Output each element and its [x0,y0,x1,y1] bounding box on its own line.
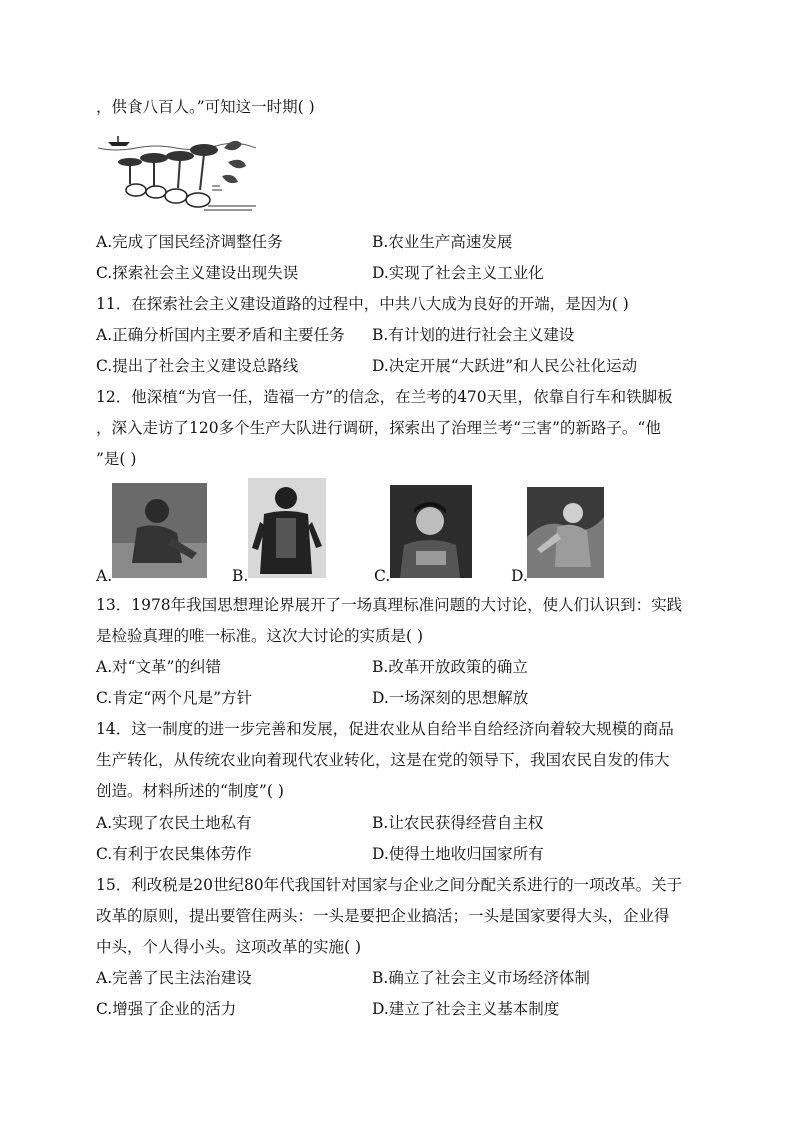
q15-stem-line1: 15．利改税是20世纪80年代我国针对国家与企业之间分配关系进行的一项改革。关于 [96,876,683,894]
q10-option-b: B.农业生产高速发展 [372,233,513,251]
q12-photo-c [390,485,472,578]
q12-photo-d [527,487,604,578]
q13-option-a: A.对“文革”的纠错 [96,658,221,676]
q15-option-a: A.完善了民主法治建设 [96,969,252,987]
q15-option-c: C.增强了企业的活力 [96,1000,237,1018]
q12-stem-line3: ”是( ) [96,450,137,468]
q12-photo-b [248,478,326,578]
q10-option-c: C.探索社会主义建设出现失误 [96,264,299,282]
q12-stem-line1: 12．他深植“为官一任，造福一方”的信念，在兰考的470天里，依靠自行车和铁脚板 [96,388,673,406]
q10-cartoon-image [96,128,264,218]
q10-option-a: A.完成了国民经济调整任务 [96,233,283,251]
q11-stem: 11．在探索社会主义建设道路的过程中，中共八大成为良好的开端，是因为( ) [96,295,629,313]
q15-stem-line2: 改革的原则，提出要管住两头：一头是要把企业搞活；一头是国家要得大头，企业得 [96,907,670,925]
q10-stem-tail: ，供食八百人。”可知这一时期( ) [96,98,315,116]
q14-option-d: D.使得土地收归国家所有 [372,845,544,863]
q14-stem-line1: 14．这一制度的进一步完善和发展，促进农业从自给半自给经济向着较大规模的商品 [96,720,674,738]
q15-stem-line3: 中头，个人得小头。这项改革的实施( ) [96,938,362,956]
q12-option-a-label: A. [96,567,113,585]
q11-option-d: D.决定开展“大跃进”和人民公社化运动 [372,357,638,375]
q10-option-d: D.实现了社会主义工业化 [372,264,544,282]
q13-option-b: B.改革开放政策的确立 [372,658,528,676]
q12-option-d-label: D. [511,567,528,585]
q15-option-b: B.确立了社会主义市场经济体制 [372,969,590,987]
q12-option-c-label: C. [374,567,391,585]
q14-stem-line3: 创造。材料所述的“制度”( ) [96,782,284,800]
q13-option-d: D.一场深刻的思想解放 [372,689,529,707]
q11-option-b: B.有计划的进行社会主义建设 [372,326,575,344]
q12-photo-a [112,483,207,578]
q14-option-b: B.让农民获得经营自主权 [372,814,544,832]
q14-option-a: A.实现了农民土地私有 [96,814,252,832]
q14-stem-line2: 生产转化，从传统农业向着现代农业转化，这是在党的领导下，我国农民自发的伟大 [96,751,670,769]
q13-stem-line1: 13．1978年我国思想理论界展开了一场真理标准问题的大讨论，使人们认识到：实践 [96,596,683,614]
q12-option-b-label: B. [232,567,249,585]
q12-stem-line2: ，深入走访了120多个生产大队进行调研，探索出了治理兰考“三害”的新路子。“他 [96,419,661,437]
q14-option-c: C.有利于农民集体劳作 [96,845,252,863]
q15-option-d: D.建立了社会主义基本制度 [372,1000,560,1018]
q13-option-c: C.肯定“两个凡是”方针 [96,689,253,707]
q11-option-a: A.正确分析国内主要矛盾和主要任务 [96,326,345,344]
q13-stem-line2: 是检验真理的唯一标准。这次大讨论的实质是( ) [96,627,424,645]
q11-option-c: C.提出了社会主义建设总路线 [96,357,299,375]
